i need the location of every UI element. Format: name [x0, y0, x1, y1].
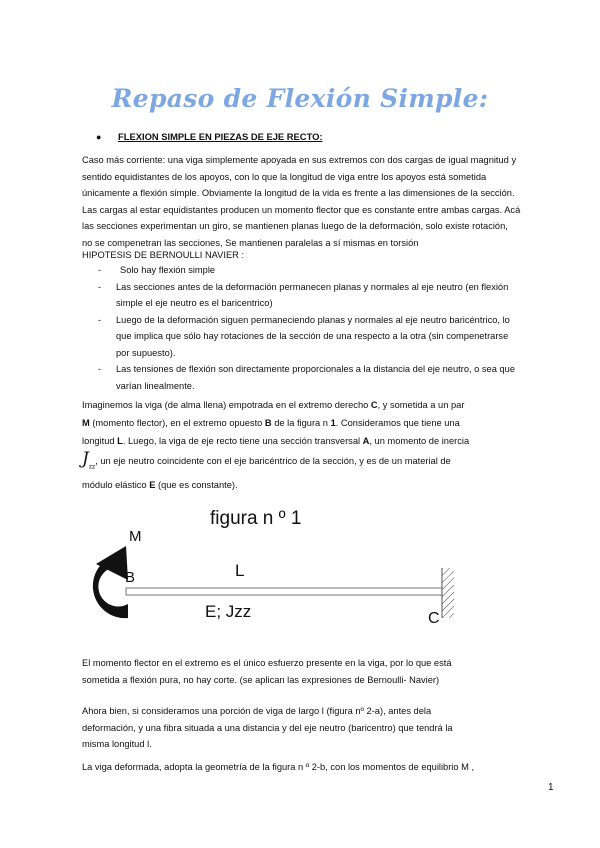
inertia-symbol: $J_{zz}$ [82, 449, 96, 471]
list-item: - Solo hay flexión simple [98, 265, 216, 275]
moment-label: M [129, 528, 142, 545]
figure-1 [80, 506, 480, 636]
section-heading: ● FLEXION SIMPLE EN PIEZAS DE EJE RECTO: [96, 131, 323, 142]
point-b-label: B [125, 569, 136, 586]
page-number: 1 [548, 782, 554, 793]
point-c-label: C [428, 610, 440, 627]
list-item: - Las secciones antes de la deformación permanecen planas y normales al eje neutro (en flexión simple el eje neutro es el baricentrico) [98, 281, 509, 308]
deformed-paragraph: La viga deformada, adopta la geometría de la figura n º 2-b, con los momentos de equilibrio M , [82, 762, 475, 772]
intro-paragraph: Caso más corriente: una viga simplemente apoyada en sus extremos con dos cargas de igual magnitud y sentido equidistantes de los apoyos, con lo que la longitud de viga entre los apoyos está sometida únicamente a flexión simple. Obviamente la longitud de la vida es frente a las dimensiones de la sección. Las cargas al estar equidistantes producen un momento flector que es constante entre ambas cargas. Acá las secciones experimentan un giro, se mantienen planas luego de la deformación, solo existe rotación, no se compenetran las secciones, Se mantienen paralelas a sí mismas en torsión [82, 155, 521, 248]
hypothesis-list [82, 262, 562, 394]
pure-bending-paragraph: El momento flector en el extremo es el único esfuerzo presente en la viga, por lo que está sometida a flexión pura, no hay corte. (se aplican las expresiones de Bernoulli- Navier) [82, 658, 452, 685]
list-item: - Luego de la deformación siguen permaneciendo planas y normales al eje neutro baricéntrico, lo que implica que sólo hay rotaciones de la sección de una respecto a la otra (sin compenetrarse por supuesto). [98, 314, 510, 358]
properties-label: E; Jzz [205, 602, 252, 621]
beam-paragraph: Imaginemos la viga (de alma llena) empotrada en el extremo derecho C, y sometida a un par M (momento flector), en el extremo opuesto B de la figura n 1. Consideramos que tiene una longitud L. Luego, la viga de eje recto tiene una sección transversal A, un momento de inercia $J_{zz}$, un eje neutro coincidente con el eje baricéntrico de la sección, y es de un material de módulo elástico E (que es constante). [82, 400, 470, 491]
portion-paragraph: Ahora bien, si consideramos una porción de viga de largo l (figura nº 2-a), antes dela deformación, y una fibra situada a una distancia y del eje neutro (baricentro) que tendrá la misma longitud l. [82, 706, 453, 749]
figure-caption: figura n º 1 [210, 508, 302, 529]
hypothesis-heading: HIPOTESIS DE BERNOULLI NAVIER : [82, 250, 245, 260]
page-title: Repaso de Flexión Simple: [111, 84, 489, 113]
beam [126, 588, 442, 595]
bullet-icon: ● [96, 132, 102, 142]
list-item: - Las tensiones de flexión son directamente proporcionales a la distancia del eje neutro, o sea que varían linealmente. [98, 364, 515, 391]
fixed-support [442, 568, 454, 618]
length-label: L [235, 561, 245, 580]
